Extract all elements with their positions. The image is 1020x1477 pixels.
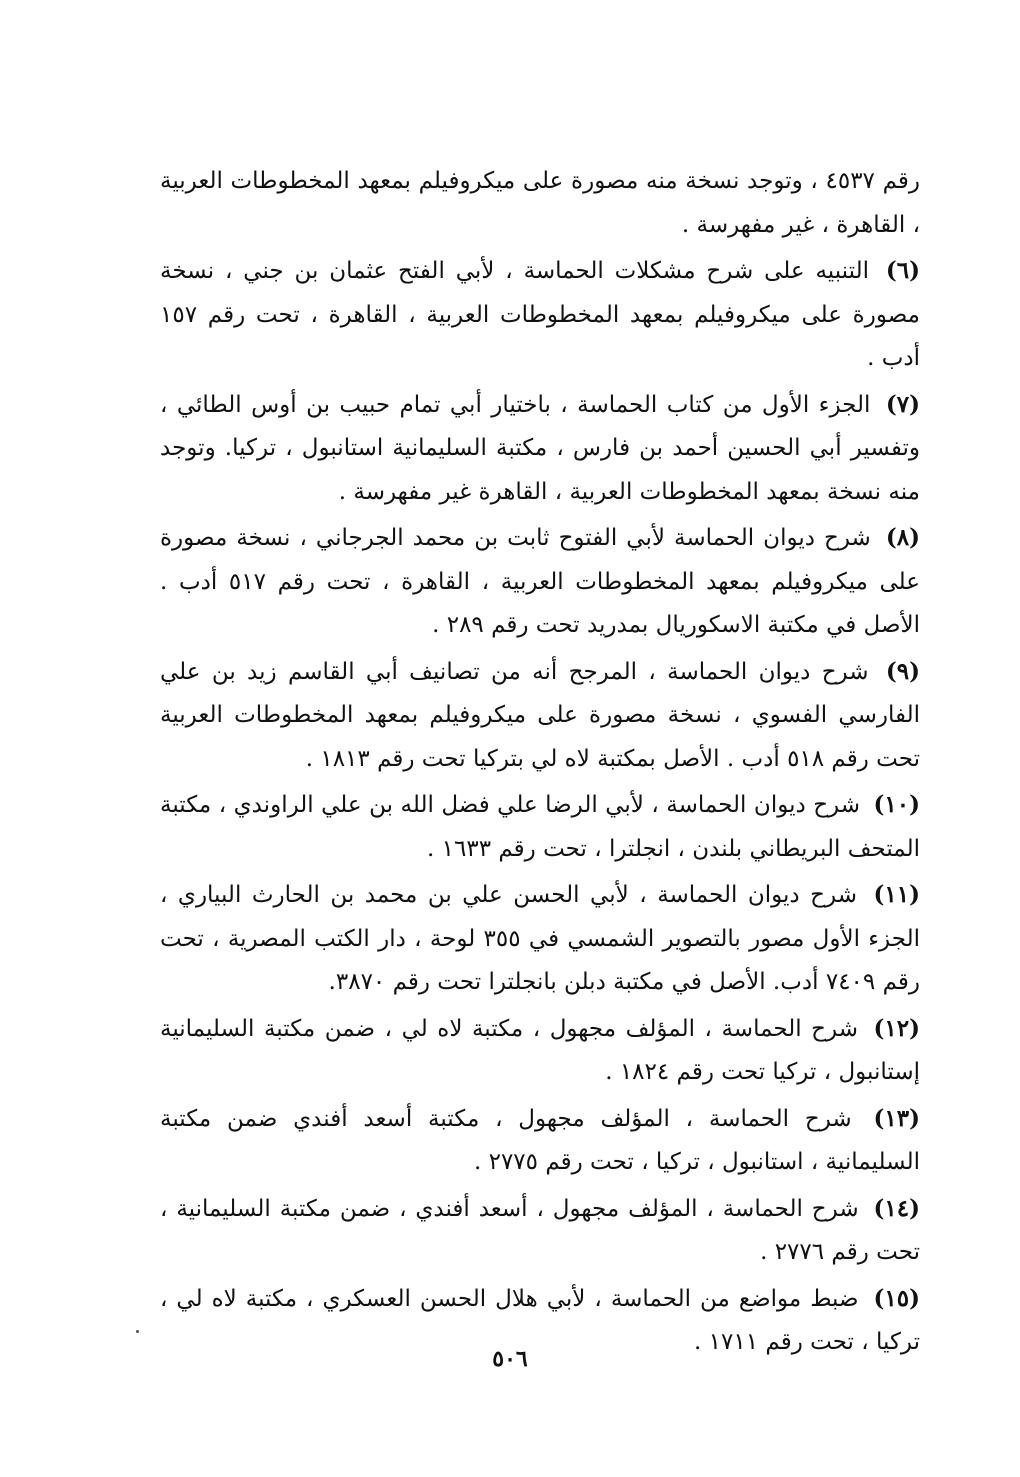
entry-text: شرح ديوان الحماسة ، لأبي الرضا علي فضل الله بن علي الراوندي ، مكتبة المتحف البريطاني بلندن ، انجلترا ، تحت رقم ١٦٣٣ .: [160, 792, 920, 862]
entry-number: (١٠): [873, 791, 920, 818]
entry-text: شرح الحماسة ، المؤلف مجهول ، مكتبة أسعد أفندي ضمن مكتبة السليمانية ، استانبول ، تركيا ، تحت رقم ٢٧٧٥ .: [160, 1105, 920, 1175]
entry-text: شرح ديوان الحماسة ، لأبي الحسن علي بن محمد بن الحارث البياري ، الجزء الأول مصور بالتصوير الشمسي في ٣٥٥ لوحة ، دار الكتب المصرية ، تحت رقم ٧٤٠٩ أدب. الأصل في مكتبة دبلن بانجلترا تحت رقم ٣٨٧٠.: [160, 882, 920, 995]
list-item-8: [160, 516, 920, 648]
entry-number: (١١): [873, 881, 921, 908]
entry-number: (٨): [885, 524, 920, 551]
list-item-13: [160, 1097, 920, 1185]
entry-number: (١٢): [873, 1014, 921, 1042]
list-item-7: [160, 383, 920, 515]
list-item-11: [160, 873, 920, 1005]
entry-number: (١٣): [873, 1104, 920, 1132]
entry-text: شرح ديوان الحماسة ، المرجح أنه من تصانيف أبي القاسم زيد بن علي الفارسي الفسوي ، نسخة مصورة على ميكروفيلم بمعهد المخطوطات العربية تحت رقم ٥١٨ أدب . الأصل بمكتبة لاه لي بتركيا تحت رقم ١٨١٣ .: [160, 658, 920, 772]
continuation-paragraph: رقم ٤٥٣٧ ، وتوجد نسخة منه مصورة على ميكروفيلم بمعهد المخطوطات العربية ، القاهرة ، غير مفهرسة .: [160, 168, 920, 238]
entry-text: التنبيه على شرح مشكلات الحماسة ، لأبي الفتح عثمان بن جني ، نسخة مصورة على ميكروفيلم بمعهد المخطوطات العربية ، القاهرة ، تحت رقم ١٥٧ أدب .: [160, 258, 920, 371]
entry-text: شرح الحماسة ، المؤلف مجهول ، أسعد أفندي ، ضمن مكتبة السليمانية ، تحت رقم ٢٧٧٦ .: [160, 1195, 920, 1265]
entry-number: (٧): [885, 390, 920, 418]
list-item-10: [160, 783, 920, 871]
page-number: ٥٠٦: [492, 1346, 528, 1372]
entry-text: شرح الحماسة ، المؤلف مجهول ، مكتبة لاه لي ، ضمن مكتبة السليمانية إستانبول ، تركيا تحت رقم ١٨٢٤ .: [160, 1015, 920, 1085]
list-item-14: [160, 1187, 920, 1275]
entry-number: (٦): [885, 257, 920, 284]
entry-number: (١٥): [873, 1284, 921, 1312]
list-item-6: [160, 249, 920, 381]
entry-number: (١٤): [873, 1194, 921, 1222]
entry-number: (٩): [885, 657, 920, 685]
page-body: [160, 160, 920, 1367]
list-item-9: [160, 650, 920, 782]
entry-text: ضبط مواضع من الحماسة ، لأبي هلال الحسن العسكري ، مكتبة لاه لي ، تركيا ، تحت رقم ١٧١١ .: [160, 1285, 920, 1355]
list-item-12: [160, 1007, 920, 1095]
margin-speck: [136, 1330, 139, 1333]
entry-text: الجزء الأول من كتاب الحماسة ، باختيار أبي تمام حبيب بن أوس الطائي ، وتفسير أبي الحسين أحمد بن فارس ، مكتبة السليمانية استانبول ، تركيا. وتوجد منه نسخة بمعهد المخطوطات العربية ، القاهرة غير مفهرسة .: [160, 391, 920, 505]
entry-text: شرح ديوان الحماسة لأبي الفتوح ثابت بن محمد الجرجاني ، نسخة مصورة على ميكروفيلم بمعهد المخطوطات العربية ، القاهرة ، تحت رقم ٥١٧ أدب . الأصل في مكتبة الاسكوريال بمدريد تحت رقم ٢٨٩ .: [160, 525, 920, 638]
